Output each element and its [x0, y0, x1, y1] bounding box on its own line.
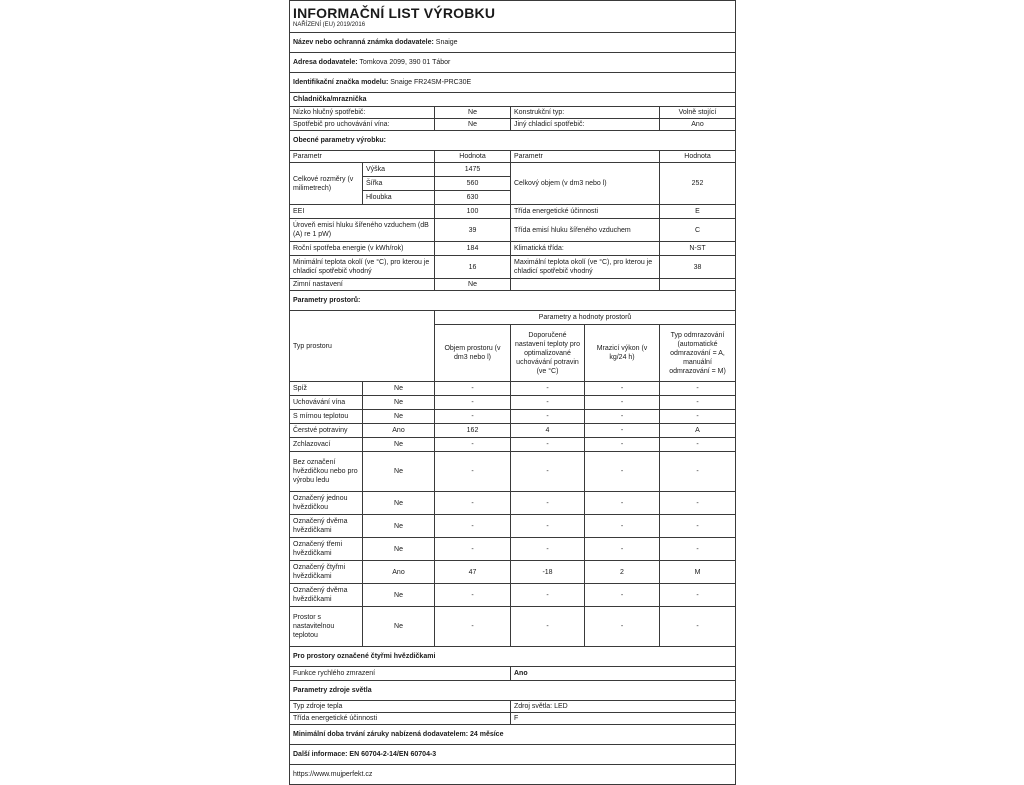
compartment-freezing: - [585, 492, 660, 515]
column-temperature-header: Doporučené nastavení teploty pro optimalizované uchovávání potravin (ve °C) [511, 325, 585, 382]
compartment-defrost: - [660, 396, 736, 410]
compartment-freezing: - [585, 424, 660, 438]
compartment-freezing: - [585, 396, 660, 410]
general-value: 39 [435, 219, 511, 242]
compartment-name: Čerstvé potraviny [290, 424, 363, 438]
compartment-freezing: - [585, 538, 660, 561]
compartment-freezing: - [585, 452, 660, 492]
general-value: 16 [435, 256, 511, 279]
compartment-temperature: - [511, 584, 585, 607]
compartment-freezing: - [585, 410, 660, 424]
fast-freeze-value: Ano [511, 667, 736, 681]
compartment-row [290, 452, 736, 492]
supplier-name-label: Název nebo ochranná známka dodavatele: [293, 39, 434, 46]
compartment-temperature: - [511, 396, 585, 410]
appliance-label2: Jiný chladicí spotřebič: [511, 119, 660, 131]
general-row [290, 219, 736, 242]
supplier-name-value: Snaige [435, 39, 458, 46]
compartment-temperature: - [511, 382, 585, 396]
compartment-volume: - [435, 492, 511, 515]
model-label: Identifikační značka modelu: [293, 79, 389, 86]
compartment-row [290, 584, 736, 607]
compartment-defrost: - [660, 515, 736, 538]
general-label2: Třída energetické účinnosti [511, 205, 660, 219]
light-type-value: Zdroj světla: LED [511, 701, 736, 713]
compartment-row [290, 438, 736, 452]
compartment-defrost: - [660, 452, 736, 492]
general-value: 184 [435, 242, 511, 256]
compartment-volume: - [435, 396, 511, 410]
general-section-row [290, 131, 736, 151]
light-section-title: Parametry zdroje světla [290, 681, 736, 701]
appliance-value: Ne [435, 119, 511, 131]
compartment-temperature: - [511, 410, 585, 424]
compartment-defrost: M [660, 561, 736, 584]
column-defrost-header: Typ odmrazování (automatické odmrazování = A, manuální odmrazování = M) [660, 325, 736, 382]
value-header: Hodnota [435, 151, 511, 163]
compartment-name: Označený třemi hvězdičkami [290, 538, 363, 561]
compartment-name: Spíž [290, 382, 363, 396]
light-type-label: Typ zdroje tepla [290, 701, 511, 713]
compartment-row [290, 561, 736, 584]
general-row [290, 205, 736, 219]
compartment-present: Ne [363, 396, 435, 410]
compartment-volume: - [435, 410, 511, 424]
general-value2: N-ST [660, 242, 736, 256]
general-value2: E [660, 205, 736, 219]
appliance-label: Spotřebič pro uchovávání vína: [290, 119, 435, 131]
light-class-value: F [511, 713, 736, 725]
compartment-present: Ne [363, 410, 435, 424]
compartment-defrost: - [660, 607, 736, 647]
compartment-name: Označený čtyřmi hvězdičkami [290, 561, 363, 584]
compartment-name: Bez označení hvězdičkou nebo pro výrobu ledu [290, 452, 363, 492]
column-freezing-header: Mrazicí výkon (v kg/24 h) [585, 325, 660, 382]
model-value: Snaige FR24SM-PRC30E [390, 79, 472, 86]
dimension-width-value: 560 [435, 177, 511, 191]
general-label: Zimní nastavení [290, 279, 435, 291]
compartment-row [290, 382, 736, 396]
product-information-sheet [289, 0, 735, 778]
compartment-freezing: - [585, 515, 660, 538]
compartment-volume: - [435, 538, 511, 561]
compartment-present: Ne [363, 538, 435, 561]
compartment-group-header: Parametry a hodnoty prostorů [435, 311, 736, 325]
general-label: Roční spotřeba energie (v kWh/rok) [290, 242, 435, 256]
compartment-temperature: 4 [511, 424, 585, 438]
general-value2: 38 [660, 256, 736, 279]
compartment-present: Ne [363, 382, 435, 396]
general-row [290, 242, 736, 256]
total-volume-label: Celkový objem (v dm3 nebo l) [511, 163, 660, 205]
title-row [290, 1, 736, 33]
supplier-address-value: Tomkova 2099, 390 01 Tábor [359, 59, 451, 66]
info-table [289, 0, 736, 785]
compartment-temperature: - [511, 515, 585, 538]
dimension-height-value: 1475 [435, 163, 511, 177]
dimension-depth-value: 630 [435, 191, 511, 205]
fast-freeze-label: Funkce rychlého zmrazení [290, 667, 511, 681]
compartment-defrost: - [660, 584, 736, 607]
warranty-row [290, 725, 736, 745]
appliance-row [290, 107, 736, 119]
compartment-row [290, 424, 736, 438]
compartment-name: Prostor s nastavitelnou teplotou [290, 607, 363, 647]
compartment-freezing: - [585, 438, 660, 452]
compartment-temperature: -18 [511, 561, 585, 584]
website-link[interactable]: https://www.mujperfekt.cz [290, 765, 736, 785]
compartment-present: Ne [363, 492, 435, 515]
compartment-volume: - [435, 438, 511, 452]
dimension-width-label: Šířka [363, 177, 435, 191]
compartment-volume: - [435, 515, 511, 538]
compartment-row [290, 410, 736, 424]
compartment-temperature: - [511, 538, 585, 561]
compartment-temperature: - [511, 492, 585, 515]
general-label: Úroveň emisí hluku šířeného vzduchem (dB (A) re 1 pW) [290, 219, 435, 242]
compartment-name: Označený dvěma hvězdičkami [290, 584, 363, 607]
light-class-row [290, 713, 736, 725]
compartment-freezing: - [585, 382, 660, 396]
supplier-address-row [290, 53, 736, 73]
dimensions-label: Celkové rozměry (v milimetrech) [290, 163, 363, 205]
total-volume-value: 252 [660, 163, 736, 205]
compartment-volume: - [435, 607, 511, 647]
general-value: 100 [435, 205, 511, 219]
compartment-volume: - [435, 584, 511, 607]
compartment-volume: - [435, 382, 511, 396]
compartment-row [290, 515, 736, 538]
compartment-defrost: - [660, 382, 736, 396]
appliance-section-title: Chladnička/mraznička [290, 93, 736, 107]
general-label: EEI [290, 205, 435, 219]
model-row [290, 73, 736, 93]
additional-info-row [290, 745, 736, 765]
appliance-label: Nízko hlučný spotřebič: [290, 107, 435, 119]
param-header: Parametr [290, 151, 435, 163]
four-star-section-title: Pro prostory označené čtyřmi hvězdičkami [290, 647, 736, 667]
general-label2: Třída emisí hluku šířeného vzduchem [511, 219, 660, 242]
compartment-present: Ano [363, 424, 435, 438]
compartment-row [290, 607, 736, 647]
four-star-section-row [290, 647, 736, 667]
compartment-row [290, 396, 736, 410]
compartment-name: Označený dvěma hvězdičkami [290, 515, 363, 538]
compartment-temperature: - [511, 438, 585, 452]
dimension-row [290, 163, 736, 177]
appliance-value2: Ano [660, 119, 736, 131]
general-label2 [511, 279, 660, 291]
general-label2: Klimatická třída: [511, 242, 660, 256]
general-value2 [660, 279, 736, 291]
appliance-section-row [290, 93, 736, 107]
warranty-text: Minimální doba trvání záruky nabízená dodavatelem: 24 měsíce [290, 725, 736, 745]
compartment-temperature: - [511, 452, 585, 492]
general-label: Minimální teplota okolí (ve °C), pro kterou je chladicí spotřebič vhodný [290, 256, 435, 279]
column-volume-header: Objem prostoru (v dm3 nebo l) [435, 325, 511, 382]
compartment-name: Zchlazovací [290, 438, 363, 452]
light-section-row [290, 681, 736, 701]
compartment-freezing: - [585, 607, 660, 647]
fast-freeze-row [290, 667, 736, 681]
param-header-2: Parametr [511, 151, 660, 163]
compartment-volume: - [435, 452, 511, 492]
compartment-volume: 47 [435, 561, 511, 584]
compartment-defrost: - [660, 492, 736, 515]
value-header-2: Hodnota [660, 151, 736, 163]
appliance-value2: Volně stojící [660, 107, 736, 119]
compartment-temperature: - [511, 607, 585, 647]
compartment-volume: 162 [435, 424, 511, 438]
dimension-depth-label: Hloubka [363, 191, 435, 205]
compartment-defrost: - [660, 410, 736, 424]
compartment-defrost: - [660, 538, 736, 561]
appliance-label2: Konstrukční typ: [511, 107, 660, 119]
compartment-present: Ano [363, 561, 435, 584]
compartment-name: S mírnou teplotou [290, 410, 363, 424]
compartment-freezing: - [585, 584, 660, 607]
compartments-group-header-row [290, 311, 736, 325]
additional-info-text: Další informace: EN 60704-2-14/EN 60704-3 [290, 745, 736, 765]
regulation-reference: NAŘÍZENÍ (EU) 2019/2016 [293, 21, 366, 28]
compartment-present: Ne [363, 607, 435, 647]
appliance-row [290, 119, 736, 131]
compartment-defrost: A [660, 424, 736, 438]
general-row [290, 279, 736, 291]
general-value2: C [660, 219, 736, 242]
compartment-name: Označený jednou hvězdičkou [290, 492, 363, 515]
compartments-section-row [290, 291, 736, 311]
light-type-row [290, 701, 736, 713]
compartment-present: Ne [363, 515, 435, 538]
compartment-present: Ne [363, 584, 435, 607]
general-header-row [290, 151, 736, 163]
compartment-present: Ne [363, 452, 435, 492]
appliance-value: Ne [435, 107, 511, 119]
supplier-address-label: Adresa dodavatele: [293, 59, 358, 66]
compartment-row [290, 538, 736, 561]
general-label2: Maximální teplota okolí (ve °C), pro kterou je chladicí spotřebič vhodný [511, 256, 660, 279]
general-row [290, 256, 736, 279]
general-value: Ne [435, 279, 511, 291]
light-class-label: Třída energetické účinnosti [290, 713, 511, 725]
compartment-defrost: - [660, 438, 736, 452]
compartments-section-title: Parametry prostorů: [290, 291, 736, 311]
compartment-type-header: Typ prostoru [290, 311, 435, 382]
general-section-title: Obecné parametry výrobku: [290, 131, 736, 151]
compartment-row [290, 492, 736, 515]
compartment-freezing: 2 [585, 561, 660, 584]
compartment-name: Uchovávání vína [290, 396, 363, 410]
compartment-present: Ne [363, 438, 435, 452]
dimension-height-label: Výška [363, 163, 435, 177]
supplier-name-row [290, 33, 736, 53]
document-title: INFORMAČNÍ LIST VÝROBKU [293, 4, 496, 21]
